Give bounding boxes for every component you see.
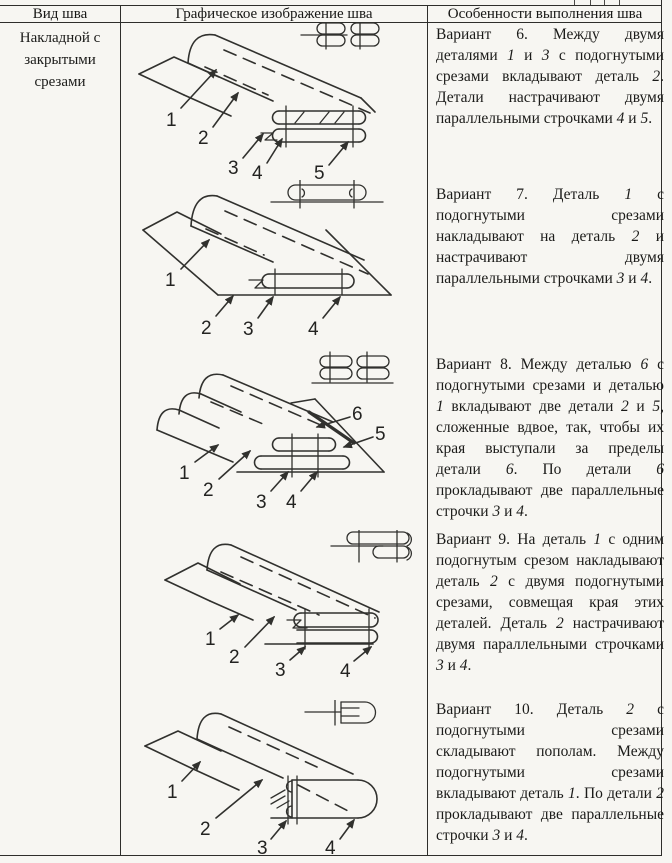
callout-label: 4 [325, 838, 336, 855]
callout-label: 3 [257, 838, 268, 855]
fabric-top-piece [188, 35, 375, 112]
callouts [205, 615, 371, 682]
fabric-top-piece [207, 544, 379, 612]
callout-label: 2 [203, 480, 214, 501]
variant-10-description: Вариант 10. Деталь 2 с подогнутыми срезами складывают пополам. Между подогнутыми срезами вкладывают деталь 1. По детали 2 прокладывают две параллельные строчки 3 и 4. [436, 701, 664, 844]
callouts [165, 240, 340, 340]
callout-label: 1 [166, 110, 177, 131]
seam-diagram-variant-10 [121, 700, 427, 855]
variant-6-description: Вариант 6. Между двумя деталями 1 и 3 с подогнутыми срезами вкладывают деталь 2. Детали настрачивают двумя параллельными строчками 4 и 5. [436, 26, 664, 127]
variant-7-description: Вариант 7. Деталь 1 с подогнутыми срезами накладывают на деталь 2 и настрачивают двумя параллельными строчками 3 и 4. [436, 186, 664, 287]
callout-label: 6 [352, 404, 363, 425]
table-border-bottom [0, 855, 662, 856]
fabric-under-piece [139, 57, 231, 116]
folded-edges [255, 434, 350, 477]
callouts [179, 404, 386, 513]
fabric-top-piece [197, 713, 353, 778]
callout-label: 3 [275, 660, 286, 681]
callout-label: 4 [252, 163, 263, 180]
callout-label: 3 [256, 492, 267, 513]
folded-edges [265, 609, 378, 649]
callout-label: 2 [201, 318, 212, 339]
table-border-col2 [427, 5, 428, 855]
callout-label: 4 [308, 319, 319, 340]
seam-diagram-variant-7 [121, 180, 427, 350]
cross-section-icon [312, 352, 393, 383]
column-header-graphic: Графическое изображение шва [175, 6, 373, 22]
folded-edges [249, 269, 354, 295]
cross-section-icon [331, 530, 411, 562]
cross-section-icon [305, 700, 376, 725]
callout-label: 2 [229, 647, 240, 668]
callouts [166, 70, 348, 180]
callout-label: 2 [198, 128, 209, 149]
callout-label: 1 [205, 629, 216, 650]
folded-edges [261, 106, 366, 147]
callout-label: 5 [375, 424, 386, 445]
callout-label: 4 [340, 661, 351, 682]
callout-label: 3 [228, 158, 239, 179]
callout-label: 2 [200, 819, 211, 840]
callout-label: 5 [314, 163, 325, 180]
fabric-top-piece [191, 196, 364, 262]
callouts [167, 762, 354, 855]
column-header-features: Особенности выполнения шва [447, 6, 643, 22]
seam-diagram-variant-8 [121, 350, 427, 530]
folded-half-piece [271, 776, 377, 824]
variant-8-description: Вариант 8. Между деталью 6 с подогнутыми срезами и деталью 1 вкладывают две детали 2 и 5, сложенные вдвое, так, чтобы их края выступали за пределы детали 6. По детали 6 прокладывают две параллельные строчки 3 и 4. [436, 356, 664, 520]
cross-section-icon [301, 22, 379, 49]
seam-type-label: Накладной с закрытыми срезами [19, 30, 101, 90]
seam-diagram-variant-6 [121, 22, 427, 180]
callout-label: 1 [179, 463, 190, 484]
callout-label: 3 [243, 319, 254, 340]
fabric-layers [157, 374, 384, 472]
callout-label: 1 [165, 270, 176, 291]
fabric-under-piece [145, 731, 239, 790]
seam-diagram-variant-9 [121, 530, 427, 700]
column-header-seam-type: Вид шва [32, 6, 88, 22]
stitch-lines [229, 727, 352, 813]
cross-section-icon [271, 180, 383, 208]
variant-9-description: Вариант 9. На деталь 1 с одним подогнутым срезом накладывают деталь 2 с двумя подогнутыми срезами, совмещая края этих деталей. Деталь 2 настрачивают двумя параллельными строчками 3 и 4. [436, 531, 664, 674]
callout-label: 1 [167, 782, 178, 803]
callout-label: 4 [286, 492, 297, 513]
